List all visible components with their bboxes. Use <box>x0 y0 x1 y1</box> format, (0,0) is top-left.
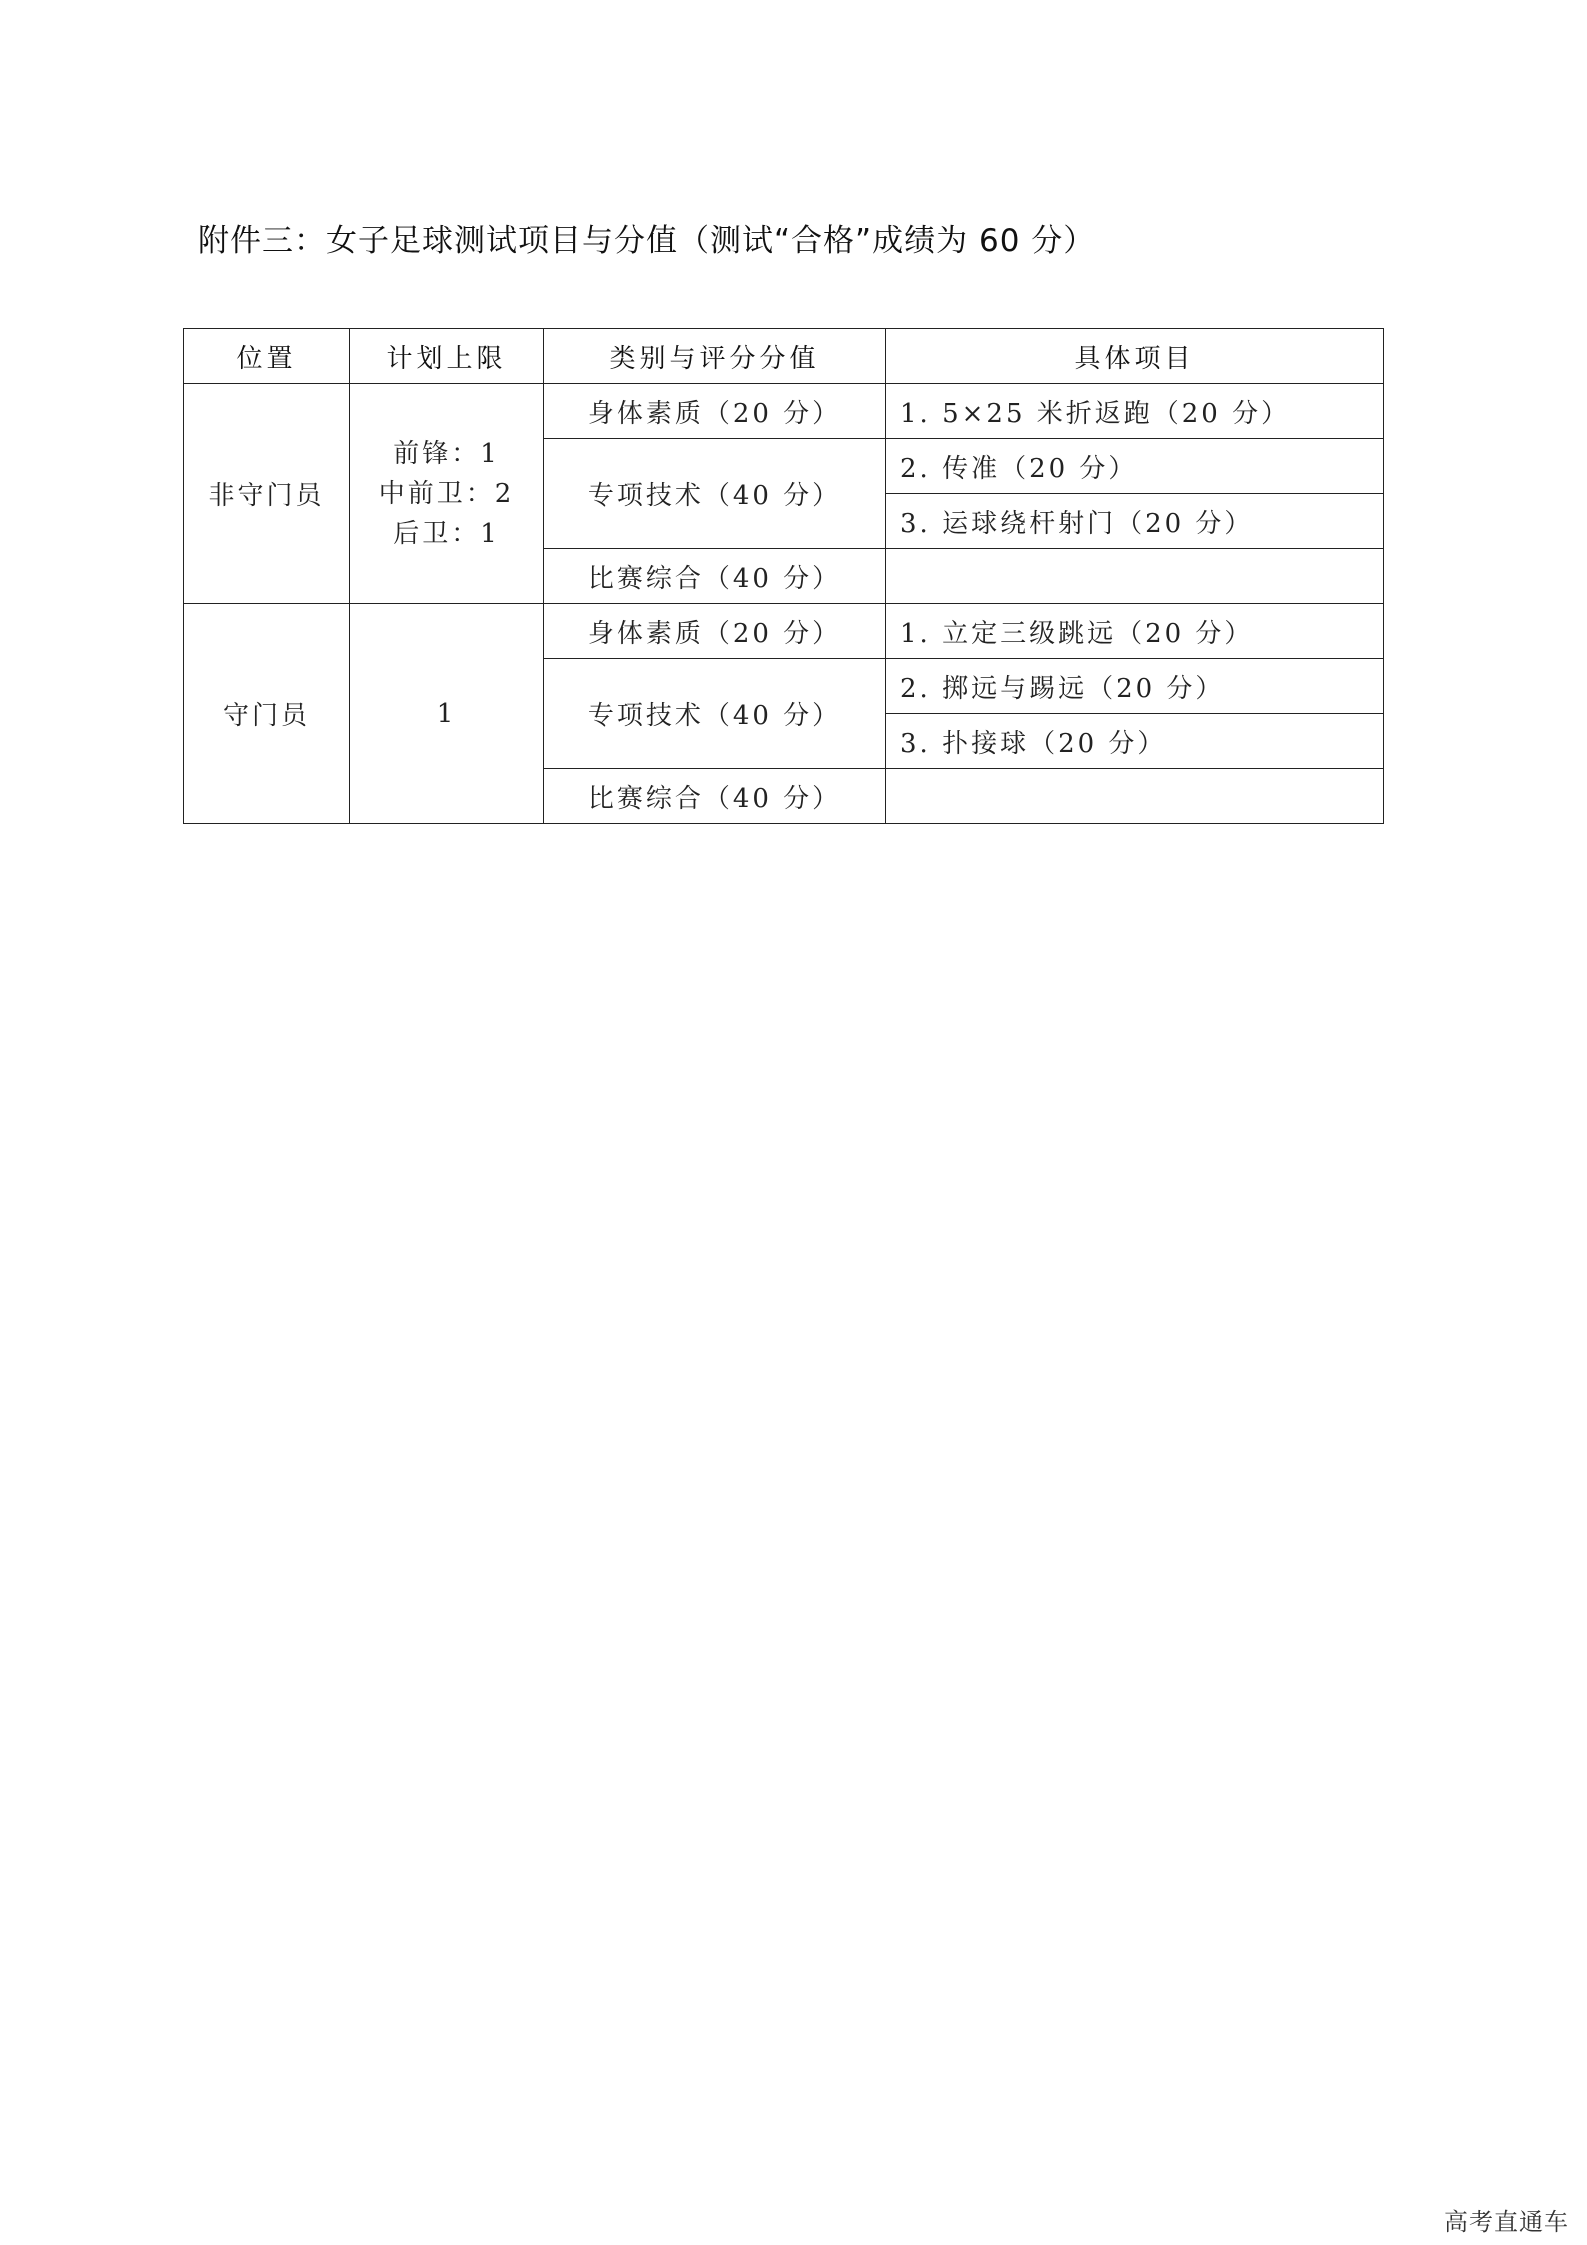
header-quota: 计划上限 <box>350 329 544 384</box>
position-cell: 守门员 <box>184 604 350 824</box>
item-cell: 1. 立定三级跳远（20 分） <box>886 604 1384 659</box>
quota-line: 后卫：1 <box>393 518 500 549</box>
quota-line: 1 <box>436 698 457 729</box>
item-cell: 1. 5×25 米折返跑（20 分） <box>886 384 1384 439</box>
category-physical: 身体素质（20 分） <box>544 604 886 659</box>
category-match: 比赛综合（40 分） <box>544 549 886 604</box>
table-row <box>184 384 1384 439</box>
table-row <box>184 604 1384 659</box>
category-match: 比赛综合（40 分） <box>544 769 886 824</box>
item-cell: 2. 掷远与踢远（20 分） <box>886 659 1384 714</box>
quota-cell <box>350 384 544 604</box>
item-cell <box>886 549 1384 604</box>
item-cell: 2. 传准（20 分） <box>886 439 1384 494</box>
footer-watermark: 高考直通车 <box>1444 2208 1569 2236</box>
header-items: 具体项目 <box>886 329 1384 384</box>
quota-line: 前锋：1 <box>393 438 500 469</box>
position-cell: 非守门员 <box>184 384 350 604</box>
quota-line: 中前卫：2 <box>378 478 515 509</box>
header-position: 位置 <box>184 329 350 384</box>
table-header-row <box>184 329 1384 384</box>
test-items-table <box>183 328 1384 824</box>
document-title: 附件三：女子足球测试项目与分值（测试“合格”成绩为 60 分） <box>198 223 1096 259</box>
category-technique: 专项技术（40 分） <box>544 659 886 769</box>
item-cell: 3. 扑接球（20 分） <box>886 714 1384 769</box>
item-cell: 3. 运球绕杆射门（20 分） <box>886 494 1384 549</box>
category-physical: 身体素质（20 分） <box>544 384 886 439</box>
item-cell <box>886 769 1384 824</box>
quota-cell <box>350 604 544 824</box>
category-technique: 专项技术（40 分） <box>544 439 886 549</box>
header-category: 类别与评分分值 <box>544 329 886 384</box>
